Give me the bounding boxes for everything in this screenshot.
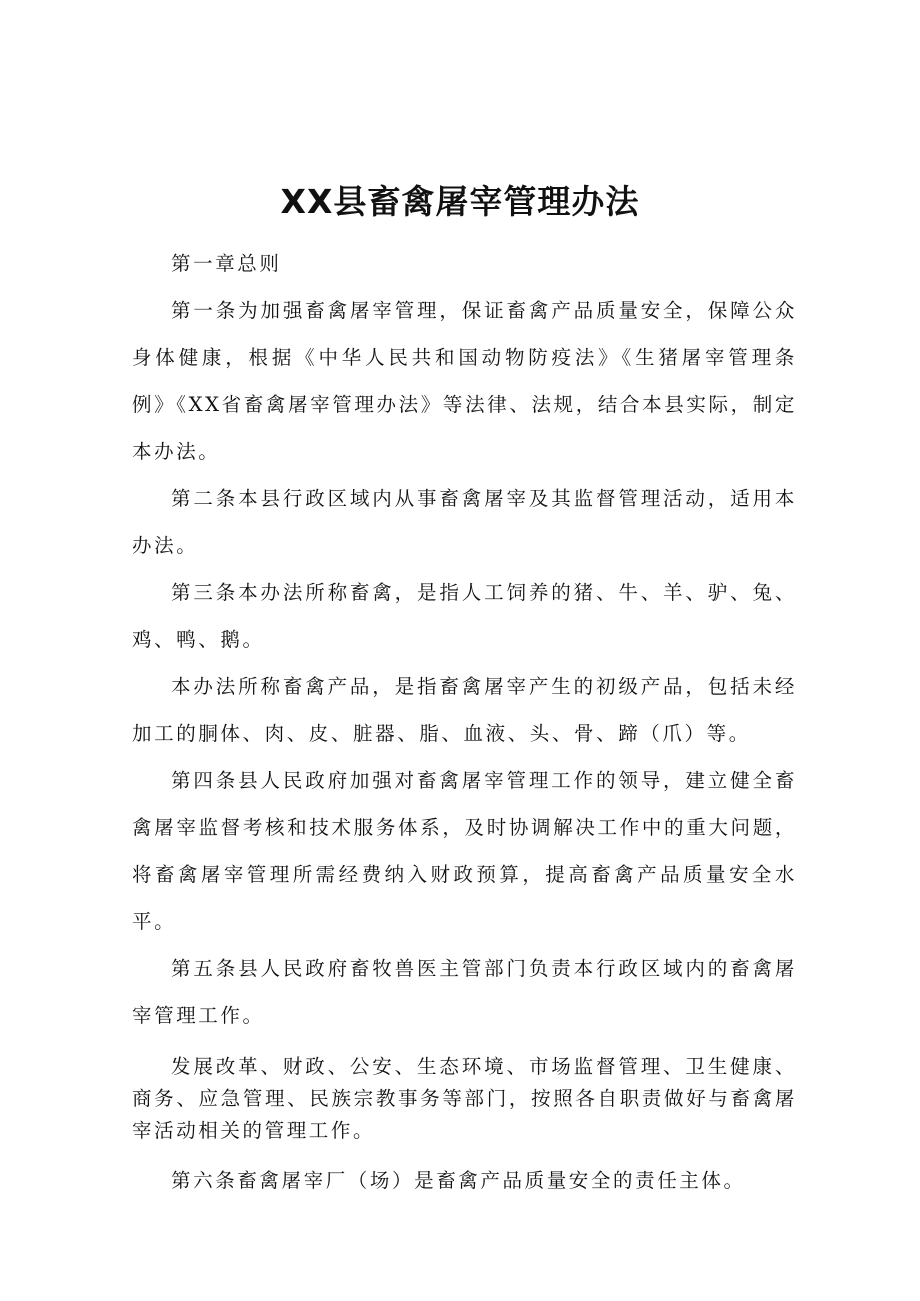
document-title: XX县畜禽屠宰管理办法 [280, 182, 640, 221]
article-6: 第六条畜禽屠宰厂（场）是畜禽产品质量安全的责任主体。 [171, 1169, 746, 1192]
article-3: 第三条本办法所称畜禽，是指人工饲养的猪、牛、羊、驴、兔、鸡、鸭、鹅。 [132, 581, 797, 651]
article-4: 第四条县人民政府加强对畜禽屠宰管理工作的领导，建立健全畜禽屠宰监督考核和技术服务体系，及时协调解决工作中的重大问题，将畜禽屠宰管理所需经费纳入财政预算，提高畜禽产品质量安全水平。 [132, 769, 797, 933]
article-5: 第五条县人民政府畜牧兽医主管部门负责本行政区域内的畜禽屠宰管理工作。 [132, 957, 797, 1027]
article-5-paragraph-2: 发展改革、财政、公安、生态环境、市场监督管理、卫生健康、商务、应急管理、民族宗教事务等部门，按照各自职责做好与畜禽屠宰活动相关的管理工作。 [132, 1055, 797, 1142]
document-body [132, 240, 797, 1204]
article-1: 第一条为加强畜禽屠宰管理，保证畜禽产品质量安全，保障公众身体健康，根据《中华人民共和国动物防疫法》《生猪屠宰管理条例》《XX省畜禽屠宰管理办法》等法律、法规，结合本县实际，制定本办法。 [132, 299, 797, 463]
article-3-paragraph-2: 本办法所称畜禽产品，是指畜禽屠宰产生的初级产品，包括未经加工的胴体、肉、皮、脏器、脂、血液、头、骨、蹄（爪）等。 [132, 675, 797, 745]
chapter-heading: 第一章总则 [171, 252, 282, 275]
article-2: 第二条本县行政区域内从事畜禽屠宰及其监督管理活动，适用本办法。 [132, 487, 797, 557]
